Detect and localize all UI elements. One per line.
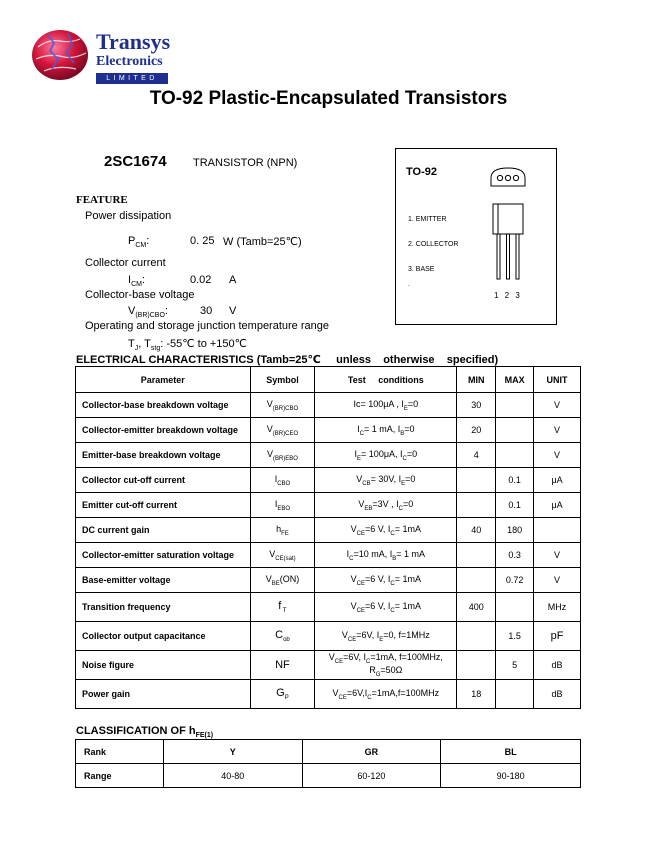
- parameter-cell: Collector-emitter saturation voltage: [76, 543, 251, 568]
- range-gr: 60-120: [302, 764, 441, 788]
- pin-1-label: 1. EMITTER: [408, 216, 447, 223]
- max-cell: 180: [496, 518, 534, 543]
- min-cell: 30: [457, 393, 496, 418]
- temperature-range-label: Operating and storage junction temperature range: [85, 320, 329, 332]
- symbol-cell: $V_{(BR)CBO}$: [250, 393, 315, 418]
- max-cell: [496, 393, 534, 418]
- table-row: [76, 443, 581, 468]
- unit-cell: [534, 518, 581, 543]
- feature-heading: FEATURE: [76, 194, 128, 206]
- min-cell: [457, 568, 496, 593]
- temperature-range-value: $T_J$, $T_{stg}$: -55℃ to +150℃: [128, 338, 247, 353]
- classification-table: [75, 739, 581, 788]
- classification-header-row: [76, 740, 581, 764]
- min-cell: [457, 651, 496, 680]
- parameter-cell: Transition frequency: [76, 593, 251, 622]
- max-cell: 5: [496, 651, 534, 680]
- min-cell: [457, 543, 496, 568]
- table-row: [76, 593, 581, 622]
- unit-cell: V: [534, 543, 581, 568]
- min-cell: [457, 622, 496, 651]
- min-cell: [457, 468, 496, 493]
- symbol-cell: $V_{(BR)EBO}$: [250, 443, 315, 468]
- header-unit: UNIT: [534, 367, 581, 393]
- min-cell: 4: [457, 443, 496, 468]
- rank-gr: GR: [302, 740, 441, 764]
- table-row: [76, 543, 581, 568]
- pcm-symbol: $P_{CM}$:: [128, 235, 150, 250]
- symbol-cell: $V_{BE}(ON)$: [250, 568, 315, 593]
- package-title: TO-92: [406, 166, 437, 178]
- classification-range-row: [76, 764, 581, 788]
- vcbo-value: 30: [200, 305, 213, 317]
- table-row: [76, 518, 581, 543]
- conditions-cell: $V_{CE}=6V,I_C=1mA,f=100MHz$: [315, 680, 457, 709]
- unit-cell: μA: [534, 493, 581, 518]
- min-cell: 40: [457, 518, 496, 543]
- parameter-cell: DC current gain: [76, 518, 251, 543]
- symbol-cell: f $_T$: [250, 593, 315, 622]
- header-parameter: Parameter: [76, 367, 251, 393]
- parameter-cell: Power gain: [76, 680, 251, 709]
- parameter-cell: Noise figure: [76, 651, 251, 680]
- max-cell: 0.1: [496, 493, 534, 518]
- icm-symbol: $I_{CM}$:: [128, 274, 146, 289]
- symbol-cell: $V_{CE(sat)}$: [250, 543, 315, 568]
- symbol-cell: $I_{CBO}$: [250, 468, 315, 493]
- electrical-characteristics-title: ELECTRICAL CHARACTERISTICS (Tamb=25℃ unless otherwise specified): [76, 354, 499, 366]
- max-cell: 1.5: [496, 622, 534, 651]
- symbol-cell: $G_P$: [250, 680, 315, 709]
- unit-cell: μA: [534, 468, 581, 493]
- table-row: [76, 468, 581, 493]
- pin-numbers: 1 2 3: [494, 291, 522, 300]
- table-row: [76, 651, 581, 680]
- header-min: MIN: [457, 367, 496, 393]
- pcm-unit: W (Tamb=25℃): [223, 236, 302, 248]
- classification-title: CLASSIFICATION OF $h_{FE(1)}$: [76, 725, 214, 740]
- part-type: TRANSISTOR (NPN): [193, 157, 298, 169]
- unit-cell: V: [534, 443, 581, 468]
- table-header-row: [76, 367, 581, 393]
- unit-cell: dB: [534, 651, 581, 680]
- range-y: 40-80: [163, 764, 302, 788]
- unit-cell: dB: [534, 680, 581, 709]
- part-number: 2SC1674: [104, 153, 167, 170]
- table-row: [76, 680, 581, 709]
- conditions-cell: $V_{CE}=6V$, $I_C=1mA$, f=100MHz, $R_G=50\Omega$: [315, 651, 457, 680]
- min-cell: 400: [457, 593, 496, 622]
- header-test-conditions: Test conditions: [315, 367, 457, 393]
- pin-3-label: 3. BASE: [408, 266, 435, 273]
- vcbo-unit: V: [229, 305, 237, 317]
- range-label: Range: [76, 764, 164, 788]
- parameter-cell: Base-emitter voltage: [76, 568, 251, 593]
- min-cell: 18: [457, 680, 496, 709]
- icm-unit: A: [229, 274, 237, 286]
- conditions-cell: $V_{CB}= 30V$, $I_E=0$: [315, 468, 457, 493]
- unit-cell: MHz: [534, 593, 581, 622]
- unit-cell: V: [534, 418, 581, 443]
- symbol-cell: $h_{FE}$: [250, 518, 315, 543]
- symbol-cell: $I_{EBO}$: [250, 493, 315, 518]
- conditions-cell: $V_{CE}=6V$, $I_E=0$, f=1MHz: [315, 622, 457, 651]
- conditions-cell: $I_C=10$ mA, $I_B= 1$ mA: [315, 543, 457, 568]
- pcm-value: 0. 25: [190, 235, 215, 247]
- electrical-characteristics-table: [75, 366, 581, 709]
- rank-label: Rank: [76, 740, 164, 764]
- parameter-cell: Collector-base breakdown voltage: [76, 393, 251, 418]
- symbol-cell: $C_{ob}$: [250, 622, 315, 651]
- header-max: MAX: [496, 367, 534, 393]
- unit-cell: V: [534, 568, 581, 593]
- rank-bl: BL: [441, 740, 581, 764]
- header-symbol: Symbol: [250, 367, 315, 393]
- symbol-cell: NF: [250, 651, 315, 680]
- power-dissipation-label: Power dissipation: [85, 210, 172, 222]
- conditions-cell: Ic= 100μA , $I_E=0$: [315, 393, 457, 418]
- conditions-cell: $V_{CE}=6$ V, $I_C= 1mA$: [315, 568, 457, 593]
- max-cell: 0.1: [496, 468, 534, 493]
- unit-cell: pF: [534, 622, 581, 651]
- max-cell: [496, 443, 534, 468]
- parameter-cell: Collector-emitter breakdown voltage: [76, 418, 251, 443]
- max-cell: [496, 593, 534, 622]
- conditions-cell: $I_C= 1$ mA, $I_B=0$: [315, 418, 457, 443]
- min-cell: [457, 493, 496, 518]
- symbol-cell: $V_{(BR)CEO}$: [250, 418, 315, 443]
- collector-base-voltage-label: Collector-base voltage: [85, 289, 195, 301]
- table-row: [76, 568, 581, 593]
- parameter-cell: Emitter cut-off current: [76, 493, 251, 518]
- conditions-cell: $V_{CE}=6$ V, $I_C= 1mA$: [315, 518, 457, 543]
- package-diagram-box: [395, 148, 557, 325]
- to92-package-drawing: [486, 164, 531, 284]
- table-row: [76, 622, 581, 651]
- max-cell: [496, 680, 534, 709]
- conditions-cell: $V_{CE}=6$ V, $I_C= 1mA$: [315, 593, 457, 622]
- max-cell: 0.3: [496, 543, 534, 568]
- parameter-cell: Collector output capacitance: [76, 622, 251, 651]
- conditions-cell: $I_E= 100\mu A$, $I_C=0$: [315, 443, 457, 468]
- vcbo-symbol: $V_{(BR)CBO}$:: [128, 305, 168, 320]
- max-cell: [496, 418, 534, 443]
- company-subtitle: Electronics: [96, 54, 163, 69]
- icm-value: 0.02: [190, 274, 212, 286]
- table-row: [76, 493, 581, 518]
- unit-cell: V: [534, 393, 581, 418]
- parameter-cell: Emitter-base breakdown voltage: [76, 443, 251, 468]
- company-name: Transys: [96, 29, 171, 54]
- company-logo-globe: [30, 29, 90, 81]
- company-limited-badge: LIMITED: [96, 73, 168, 84]
- range-bl: 90-180: [441, 764, 581, 788]
- max-cell: 0.72: [496, 568, 534, 593]
- conditions-cell: $V_{EB}=3V$ , $I_C=0$: [315, 493, 457, 518]
- min-cell: 20: [457, 418, 496, 443]
- rank-y: Y: [163, 740, 302, 764]
- pin-2-label: 2. COLLECTOR: [408, 241, 459, 248]
- collector-current-label: Collector current: [85, 257, 166, 269]
- parameter-cell: Collector cut-off current: [76, 468, 251, 493]
- table-row: [76, 418, 581, 443]
- table-row: [76, 393, 581, 418]
- package-dot: .: [408, 281, 410, 288]
- page-title: TO-92 Plastic-Encapsulated Transistors: [149, 88, 508, 109]
